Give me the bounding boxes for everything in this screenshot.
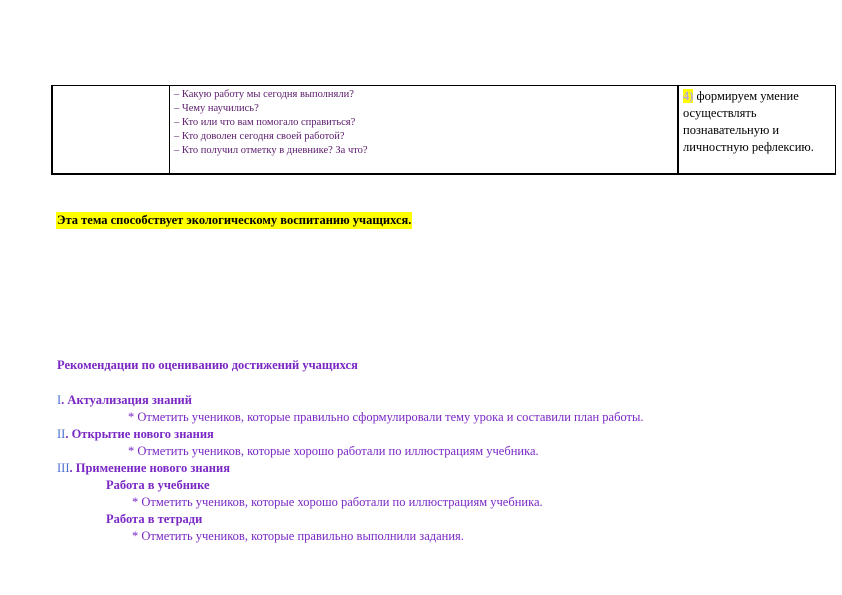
recommendation-item: * Отметить учеников, которые правильно сформулировали тему урока и составили план работы.: [128, 410, 644, 424]
section-heading: [57, 461, 230, 476]
question-line: – Какую работу мы сегодня выполняли?: [174, 89, 354, 100]
section-numeral: I: [57, 393, 62, 407]
table-cell-goal: [679, 86, 835, 173]
section-numeral: III: [57, 461, 70, 475]
highlighted-note: Эта тема способствует экологическому воспитанию учащихся.: [57, 213, 412, 227]
goal-text: [683, 88, 831, 156]
recommendations-title: [57, 358, 358, 373]
section-heading: [57, 427, 214, 442]
recommendations-heading: Рекомендации по оцениванию достижений учащихся: [57, 358, 358, 372]
goal-number: 4): [683, 89, 694, 103]
subsection-heading: Работа в тетради: [106, 512, 203, 526]
recommendation-item: * Отметить учеников, которые правильно выполнили задания.: [132, 529, 464, 543]
section-title: . Открытие нового знания: [65, 427, 214, 441]
goal-description: формируем умение осуществлять познавательную и личностную рефлексию.: [683, 89, 814, 154]
subsection-heading: Работа в учебнике: [106, 478, 210, 492]
recommendation-item: * Отметить учеников, которые хорошо работали по иллюстрациям учебника.: [132, 495, 543, 509]
section-numeral: II: [57, 427, 66, 441]
recommendation-item: * Отметить учеников, которые хорошо работали по иллюстрациям учебника.: [128, 444, 539, 458]
table-cell-questions: [170, 86, 679, 173]
section-title: . Актуализация знаний: [61, 393, 192, 407]
question-line: – Кто доволен сегодня своей работой?: [174, 131, 345, 142]
question-line: – Кто или что вам помогало справиться?: [174, 117, 356, 128]
section-heading: [57, 393, 192, 408]
question-line: – Кто получил отметку в дневнике? За что?: [174, 145, 368, 156]
lesson-table: [51, 85, 836, 175]
question-line: – Чему научились?: [174, 103, 259, 114]
section-title: . Применение нового знания: [69, 461, 230, 475]
table-cell-empty: [53, 86, 170, 173]
